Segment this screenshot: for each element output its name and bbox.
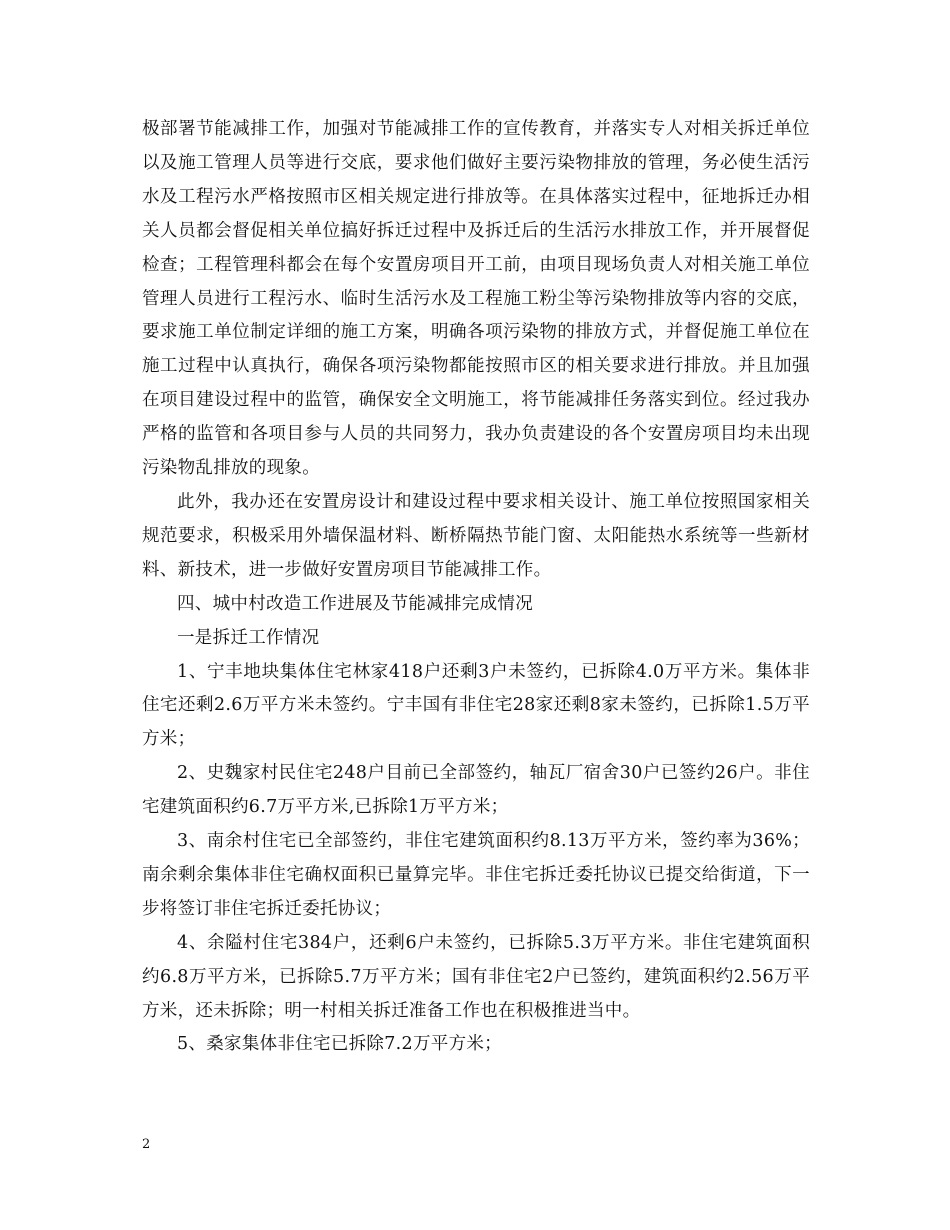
- list-item-1: 1、宁丰地块集体住宅林家418户还剩3户未签约，已拆除4.0万平方米。集体非住宅还剩2.6万平方米未签约。宁丰国有非住宅28家还剩8家未签约，已拆除1.5万平方米；: [142, 661, 810, 750]
- page-number: 2: [142, 1137, 151, 1152]
- list-item-2: 2、史魏家村民住宅248户目前已全部签约，轴瓦厂宿舍30户已签约26户。非住宅建筑面积约6.7万平方米,已拆除1万平方米；: [142, 763, 810, 818]
- list-item-3: 3、南余村住宅已全部签约，非住宅建筑面积约8.13万平方米，签约率为36%；南余剩余集体非住宅确权面积已量算完毕。非住宅拆迁委托协议已提交给街道，下一步将签订非住宅拆迁委托协议；: [142, 831, 810, 919]
- body-text: [142, 113, 810, 1062]
- list-item-4: 4、余隘村住宅384户，还剩6户未签约，已拆除5.3万平方米。非住宅建筑面积约6.8万平方米，已拆除5.7万平方米；国有非住宅2户已签约，建筑面积约2.56万平方米，还未拆除；明一村相关拆迁准备工作也在积极推进当中。: [142, 932, 810, 1021]
- subsection-heading: 一是拆迁工作情况: [177, 627, 320, 648]
- list-item-5: 5、桑家集体非住宅已拆除7.2万平方米；: [177, 1034, 502, 1055]
- section-heading: 四、城中村改造工作进展及节能减排完成情况: [177, 593, 533, 614]
- paragraph-2: 此外，我办还在安置房设计和建设过程中要求相关设计、施工单位按照国家相关规范要求，积极采用外墙保温材料、断桥隔热节能门窗、太阳能热水系统等一些新材料、新技术，进一步做好安置房项目节能减排工作。: [142, 491, 810, 580]
- paragraph-1: 极部署节能减排工作，加强对节能减排工作的宣传教育，并落实专人对相关拆迁单位以及施工管理人员等进行交底，要求他们做好主要污染物排放的管理，务必使生活污水及工程污水严格按照市区相关规定进行排放等。在具体落实过程中，征地拆迁办相关人员都会督促相关单位搞好拆迁过程中及拆迁后的生活污水排放工作，并开展督促检查；工程管理科都会在每个安置房项目开工前，由项目现场负责人对相关施工单位管理人员进行工程污水、临时生活污水及工程施工粉尘等污染物排放等内容的交底，要求施工单位制定详细的施工方案，明确各项污染物的排放方式，并督促施工单位在施工过程中认真执行，确保各项污染物都能按照市区的相关要求进行排放。并且加强在项目建设过程中的监管，确保安全文明施工，将节能减排任务落实到位。经过我办严格的监管和各项目参与人员的共同努力，我办负责建设的各个安置房项目均未出现污染物乱排放的现象。: [142, 119, 810, 479]
